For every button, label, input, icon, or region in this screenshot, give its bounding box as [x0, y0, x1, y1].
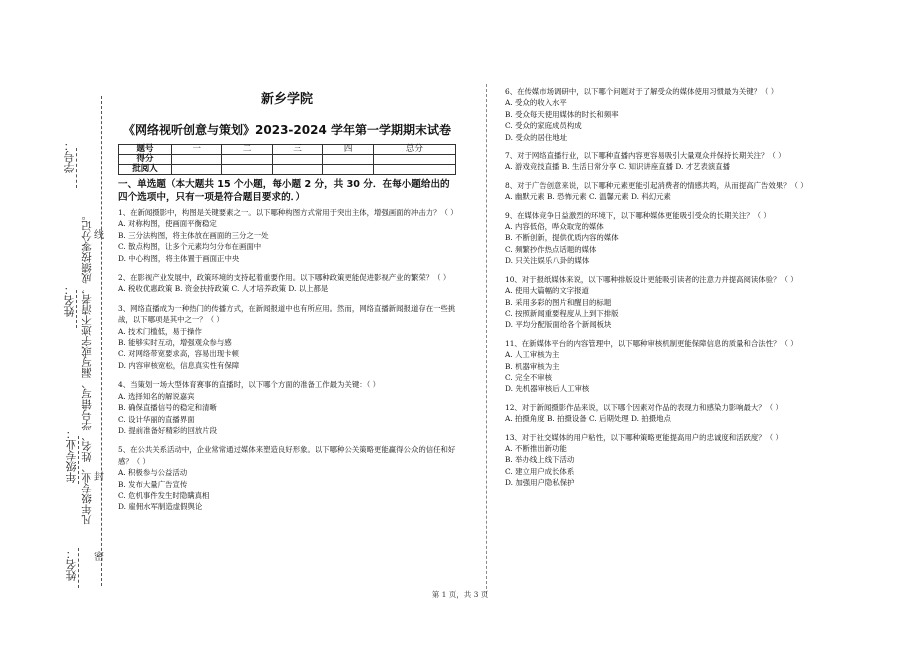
student-id-label: 学号： — [63, 140, 76, 173]
question-stem: 2、在影视产业发展中，政策环境的支持起着重要作用。以下哪种政策更能促进影视产业的繁荣？（ ） — [118, 273, 451, 283]
option-a[interactable]: A. 使用大篇幅的文字报道 — [505, 286, 589, 296]
name-label-2: 姓名： — [65, 548, 78, 581]
question-6 — [505, 86, 835, 143]
option-d[interactable]: D. 只关注娱乐八卦的媒体 — [505, 256, 590, 266]
score-cell[interactable] — [222, 165, 272, 175]
question-3 — [118, 303, 456, 371]
option-d[interactable]: D. 中心构图，将主体置于画面正中央 — [118, 253, 240, 263]
seal-mi-char: 密 — [94, 552, 104, 563]
score-table-row — [119, 155, 456, 165]
question-stem: 13、对于社交媒体的用户粘性，以下哪种策略更能提高用户的忠诚度和活跃度？（ ） — [505, 432, 783, 442]
score-table-header-row — [119, 145, 456, 155]
option-c[interactable]: C. 频繁抄作热点话题的媒体 — [505, 244, 597, 254]
score-table-row — [119, 165, 456, 175]
option-b[interactable]: B. 能够实时互动，增强观众参与感 — [118, 338, 232, 348]
question-stem: 3、网络直播成为一种热门的传播方式，在新闻报道中也有所应用。然而，网络直播新闻报道存在一些挑战，以下哪项是其中之一？（ ） — [118, 303, 456, 325]
option-b[interactable]: B. 三分法构图，将主体放在画面的三分之一处 — [118, 230, 269, 240]
score-header-cell: 二 — [222, 145, 272, 155]
options-inline[interactable]: A. 拍摄角度 B. 拍摄设备 C. 后期处理 D. 拍摄地点 — [505, 414, 671, 424]
option-c[interactable]: C. 完全不审核 — [505, 372, 553, 382]
question-stem: 11、在新媒体平台的内容管理中，以下哪种审核机制更能保障信息的质量和合法性？（ ） — [505, 338, 798, 348]
question-2 — [118, 272, 456, 295]
question-13 — [505, 432, 835, 489]
score-header-cell: 三 — [272, 145, 322, 155]
question-stem: 8、对于广告创意来说，以下哪种元素更能引起消费者的情感共鸣，从而提高广告效果？（ ） — [505, 180, 808, 190]
school-name: 新乡学院 — [260, 92, 313, 107]
option-b[interactable]: B. 举办线上线下活动 — [505, 455, 575, 465]
option-b[interactable]: B. 机器审核为主 — [505, 361, 560, 371]
seal-line-char: 线 — [94, 230, 104, 241]
option-d[interactable]: D. 雇佣水军制造虚假舆论 — [118, 502, 203, 512]
score-header-cell: 总分 — [373, 145, 455, 155]
name-line-2 — [78, 548, 79, 588]
question-stem: 6、在传媒市场调研中，以下哪个问题对于了解受众的媒体使用习惯最为关键？（ ） — [505, 87, 779, 96]
binding-strip — [0, 0, 112, 651]
option-a[interactable]: A. 人工审核为主 — [505, 350, 560, 360]
option-d[interactable]: D. 平均分配版面给各个新闻板块 — [505, 320, 612, 330]
question-stem: 7、对于网络直播行业，以下哪种直播内容更容易吸引大量观众并保持长期关注？（ ） — [505, 151, 786, 161]
question-4 — [118, 379, 456, 436]
option-c[interactable]: C. 散点构图，让多个元素均匀分布在画面中 — [118, 242, 262, 252]
score-cell[interactable] — [323, 165, 373, 175]
score-header-cell: 一 — [172, 145, 222, 155]
name-label: 姓名： — [63, 284, 76, 317]
option-b[interactable]: B. 采用多彩的图片和醒目的标题 — [505, 297, 612, 307]
option-b[interactable]: B. 不断创新，提供优质内容的媒体 — [505, 233, 619, 243]
question-stem: 9、在媒体竞争日益激烈的环境下，以下哪种媒体更能吸引受众的长期关注？（ ） — [505, 210, 771, 220]
score-header-cell: 四 — [323, 145, 373, 155]
option-c[interactable]: C. 受众的家庭成员构成 — [505, 121, 582, 131]
question-stem: 12、对于新闻摄影作品来说，以下哪个因素对作品的表现力和感染力影响最大？（ ） — [505, 402, 783, 412]
options-inline[interactable]: A. 幽默元素 B. 恐怖元素 C. 温馨元素 D. 科幻元素 — [505, 192, 671, 202]
options-inline[interactable]: A. 游戏竞技直播 B. 生活日常分享 C. 知识讲座直播 D. 才艺表演直播 — [505, 162, 731, 172]
question-10 — [505, 274, 835, 331]
option-a[interactable]: A. 积极参与公益活动 — [118, 468, 188, 478]
question-1 — [118, 207, 456, 264]
score-cell[interactable] — [222, 155, 272, 165]
column-divider — [486, 84, 487, 594]
option-c[interactable]: C. 按照新闻重要程度从上到下排版 — [505, 308, 619, 318]
score-cell[interactable] — [373, 155, 455, 165]
option-d[interactable]: D. 内容审核宽松，信息真实性有保障 — [118, 360, 240, 370]
page-footer: 第 1 页，共 3 页 — [431, 590, 489, 599]
option-c[interactable]: C. 建立用户成长体系 — [505, 466, 575, 476]
score-row-label: 得分 — [119, 155, 172, 165]
seal-line — [101, 96, 102, 586]
question-stem: 5、在公共关系活动中，企业常常通过媒体来塑造良好形象。以下哪种公关策略更能赢得公众的信任和好感？（ ） — [118, 445, 456, 466]
exam-title: 《网络视听创意与策划》2023-2024 学年第一学期期末试卷 — [123, 123, 451, 137]
score-cell[interactable] — [172, 165, 222, 175]
student-id-line — [76, 148, 77, 188]
left-column — [118, 88, 456, 521]
option-c[interactable]: C. 危机事件发生时隐瞒真相 — [118, 490, 210, 500]
option-c[interactable]: C. 对网络带宽要求高，容易出现卡顿 — [118, 349, 239, 359]
score-cell[interactable] — [272, 165, 322, 175]
option-a[interactable]: A. 对称构图，使画面平衡稳定 — [118, 219, 217, 229]
question-5 — [118, 444, 456, 512]
question-11 — [505, 338, 835, 395]
question-12 — [505, 402, 835, 425]
score-cell[interactable] — [172, 155, 222, 165]
right-column — [505, 86, 835, 496]
question-8 — [505, 180, 835, 203]
question-stem: 4、当策划一场大型体育赛事的直播时，以下哪个方面的准备工作最为关键：（ ） — [118, 380, 381, 390]
option-d[interactable]: D. 加强用户隐私保护 — [505, 478, 575, 488]
grade-major-line — [78, 436, 79, 484]
option-a[interactable]: A. 选择知名的解说嘉宾 — [118, 391, 195, 401]
score-cell[interactable] — [373, 165, 455, 175]
option-d[interactable]: D. 先机器审核后人工审核 — [505, 384, 590, 394]
name-line — [76, 290, 77, 328]
option-b[interactable]: B. 确保直播信号的稳定和清晰 — [118, 403, 217, 413]
option-d[interactable]: D. 提前准备好精彩的回放片段 — [118, 425, 218, 435]
option-b[interactable]: B. 受众每天使用媒体的时长和频率 — [505, 109, 619, 119]
score-table — [118, 144, 456, 175]
question-9 — [505, 210, 835, 267]
option-c[interactable]: C. 设计华丽的直播界面 — [118, 414, 195, 424]
grade-major-label: 年级专业： — [65, 428, 78, 483]
binding-instruction: 凡年级专业、姓名、学号错写、漏写或字迹不清者，成绩按零分记。 — [81, 210, 93, 525]
score-header-cell: 题号 — [119, 145, 172, 155]
score-row-label: 批阅人 — [119, 165, 172, 175]
option-d[interactable]: D. 受众的居住地址 — [505, 132, 568, 142]
option-a[interactable]: A. 内容低俗，哗众取宠的媒体 — [505, 222, 604, 232]
option-a[interactable]: A. 受众的收入水平 — [505, 98, 567, 108]
seal-feng-char: 封 — [94, 472, 104, 483]
option-b[interactable]: B. 发布大量广告宣传 — [118, 479, 188, 489]
question-7 — [505, 150, 835, 173]
option-a[interactable]: A. 不断推出新功能 — [505, 443, 567, 453]
options-inline[interactable]: A. 税收优惠政策 B. 资金扶持政策 C. 人才培养政策 D. 以上都是 — [118, 284, 329, 294]
option-a[interactable]: A. 技术门槛低，易于操作 — [118, 326, 202, 336]
question-stem: 10、对于报纸媒体来说，以下哪种排版设计更能吸引读者的注意力并提高阅读体验？（ ） — [505, 274, 798, 284]
score-cell[interactable] — [323, 155, 373, 165]
score-cell[interactable] — [272, 155, 322, 165]
question-stem: 1、在新闻摄影中，构图是关键要素之一。以下哪种构图方式常用于突出主体，增强画面的冲击力？（ ） — [118, 208, 458, 217]
section-1-title: 一、单选题（本大题共 15 个小题，每小题 2 分，共 30 分．在每小题给出的四个选项中，只有一项是符合题目要求的．） — [118, 179, 450, 203]
